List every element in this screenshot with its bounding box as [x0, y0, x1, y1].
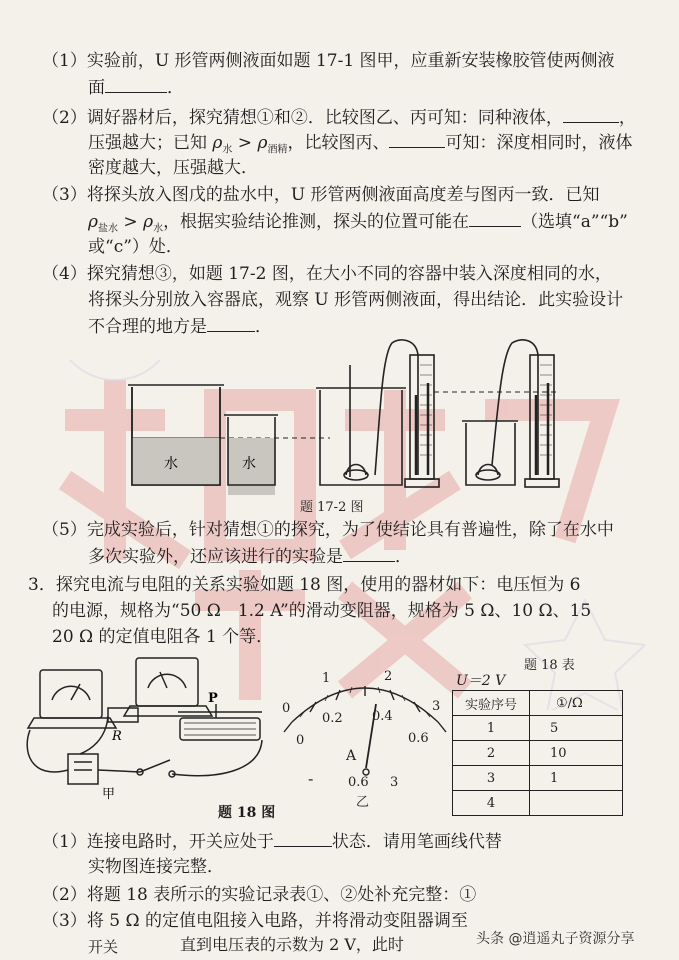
q17-part3-line1: （3）将探头放入图戊的盐水中，U 形管两侧液面高度差与图丙一致．已知 [42, 185, 600, 205]
dial-unit: A [346, 748, 357, 764]
resistor-device-icon [108, 708, 138, 722]
header-blank-1: ① [556, 695, 568, 711]
rho-subscript-alcohol: 酒精 [267, 144, 288, 156]
q18-part3-line: （3）将 5 Ω 的定值电阻接入电路，并将滑动变阻器调至 [42, 911, 468, 931]
dial-bottom-3: 0.6 [408, 731, 429, 746]
cell-seq: 3 [453, 766, 530, 791]
u-tube-manometer-2 [492, 340, 559, 487]
table-header-row [453, 691, 623, 716]
greater-than: > [118, 212, 144, 232]
answer-blank-q17-4[interactable] [207, 315, 255, 332]
q17-part5-line2: 多次实验外，还应该进行的实验是 ． [88, 547, 412, 567]
answer-blank-q17-2b[interactable] [389, 131, 445, 148]
q18-stem-line1: 3．探究电流与电阻的关系实验如题 18 图，使用的器材如下：电压恒为 6 [28, 575, 581, 595]
label-yi: 乙 [356, 795, 370, 810]
figure-18-caption: 题 18 图 [218, 805, 276, 821]
answer-blank-q17-1[interactable] [105, 76, 167, 93]
q17-part1-line1: （1）实验前，U 形管两侧液面如题 17-1 图甲，应重新安装橡胶管使两侧液 [42, 51, 615, 71]
dial-top-3: 3 [432, 699, 441, 714]
u-tube-manometer-1 [375, 340, 439, 487]
q17-part4-text: 不合理的地方是 [88, 317, 207, 337]
q17-part2-text-d: ，比较图丙、 [287, 133, 390, 153]
cell-value: 5 [530, 716, 623, 741]
figure-18-circuit [20, 650, 285, 800]
answer-blank-q18-1[interactable] [274, 830, 332, 847]
rho-subscript-water: 水 [153, 223, 164, 235]
dial-top-0: 0 [282, 701, 291, 716]
q18-part2-line: （2）将题 18 表所示的实验记录表①、②处补充完整：① [42, 885, 477, 905]
water-label-1: 水 [164, 456, 178, 472]
rho-symbol: ρ [212, 133, 223, 153]
beaker-with-probe-2 [462, 421, 518, 485]
switch-icon [137, 760, 175, 777]
experiment-record-table [452, 690, 623, 816]
water-label-2: 水 [242, 456, 256, 472]
table-row [453, 741, 623, 766]
header-resistance [530, 691, 623, 716]
q17-part2-text-c: 压强越大；已知 [88, 133, 213, 153]
q17-part3-line3: 或“c”）处． [88, 237, 183, 257]
dial-top-1: 1 [322, 671, 331, 686]
dial-top-2: 2 [384, 669, 393, 684]
figure-17-2 [120, 335, 580, 495]
figure-18-ammeter-dial [280, 662, 450, 812]
dial-bottom-2: 0.4 [372, 709, 393, 724]
q17-part5-text: 多次实验外，还应该进行的实验是 [88, 547, 343, 567]
source-watermark-tag: 头条 @逍遥丸子资源分享 [476, 931, 635, 947]
label-r: R [112, 729, 122, 744]
q17-part2-line1 [42, 106, 636, 129]
q17-part2-text-a: （2）调好器材后，探究猜想①和②．比较图乙、丙可知：同种液体， [42, 108, 563, 128]
header-seq: 实验序号 [453, 691, 530, 716]
greater-than: > [232, 133, 258, 153]
beaker-with-probe-1 [316, 365, 406, 485]
q17-part3-text-c: （选填“a”“b” [521, 212, 628, 232]
q17-part1-line2: 面 ． [88, 78, 184, 98]
terminal-3: 3 [390, 775, 399, 790]
answer-blank-q17-5[interactable] [343, 545, 395, 562]
answer-blank-q17-2a[interactable] [563, 106, 619, 123]
q17-part2-text-b: ， [618, 108, 636, 128]
table-row [453, 766, 623, 791]
dial-bottom-1: 0.2 [322, 711, 343, 726]
q18-part1-text-b: 状态．请用笔画线代替 [331, 832, 502, 852]
label-jia: 甲 [102, 787, 116, 800]
cell-seq: 2 [453, 741, 530, 766]
rho-symbol: ρ [143, 212, 154, 232]
rho-symbol: ρ [88, 212, 98, 232]
q17-part1-text: 面 [88, 78, 105, 98]
terminal-0-6: 0.6 [348, 775, 369, 790]
q18-part1-line1 [42, 830, 502, 853]
rho-symbol: ρ [257, 133, 268, 153]
table-row [453, 716, 623, 741]
figure-17-2-caption: 题 17-2 图 [300, 500, 364, 515]
ammeter-device-icon [28, 670, 116, 728]
q17-part4-line2: 将探头分别放入容器底，观察 U 形管两侧液面，得出结论．此实验设计 [88, 290, 624, 310]
q17-part2-line3: 密度越大，压强越大． [88, 158, 258, 178]
battery-icon [68, 754, 98, 784]
cell-seq: 1 [453, 716, 530, 741]
cell-seq: 4 [453, 791, 530, 816]
q18-part1-line2: 实物图连接完整． [88, 857, 224, 877]
cell-value: 10 [530, 741, 623, 766]
small-beaker-icon [224, 415, 278, 495]
q17-part2-text-e: 可知：深度相同时，液体 [445, 133, 633, 153]
answer-blank-q17-3[interactable] [469, 210, 521, 227]
table-18-title: 题 18 表 [524, 658, 575, 673]
q18-stem-line2: 的电源，规格为“50 Ω 1.2 A”的滑动变阻器，规格为 5 Ω、10 Ω、15 [52, 601, 592, 621]
q18-part3-line2: 直到电压表的示数为 2 V，此时 [180, 935, 404, 954]
terminal-minus: - [308, 769, 314, 788]
cell-value: 1 [530, 766, 623, 791]
q17-part4-line3: 不合理的地方是 ． [88, 317, 272, 337]
q17-part4-line1: （4）探究猜想③，如题 17-2 图，在大小不同的容器中装入深度相同的水， [42, 264, 612, 284]
table-row [453, 791, 623, 816]
q18-stem-line3: 20 Ω 的定值电阻各 1 个等． [52, 627, 274, 647]
q18-part1-text-a: （1）连接电路时，开关应处于 [42, 832, 274, 852]
rho-subscript-saltwater: 盐水 [98, 223, 118, 235]
q17-part3-text-b: ，根据实验结论推测，探头的位置可能在 [163, 212, 470, 232]
rheostat-icon [178, 704, 262, 740]
label-p: P [208, 691, 218, 706]
rho-subscript-water: 水 [222, 144, 233, 156]
q17-part5-line1: （5）完成实验后，针对猜想①的探究，为了使结论具有普遍性，除了在水中 [42, 520, 614, 540]
cell-value [530, 791, 623, 816]
dial-bottom-0: 0 [296, 733, 305, 748]
q18-part3-line3: 开关 [88, 938, 119, 956]
header-unit: /Ω [567, 695, 583, 711]
table-18-condition: U＝2 V [456, 673, 506, 689]
